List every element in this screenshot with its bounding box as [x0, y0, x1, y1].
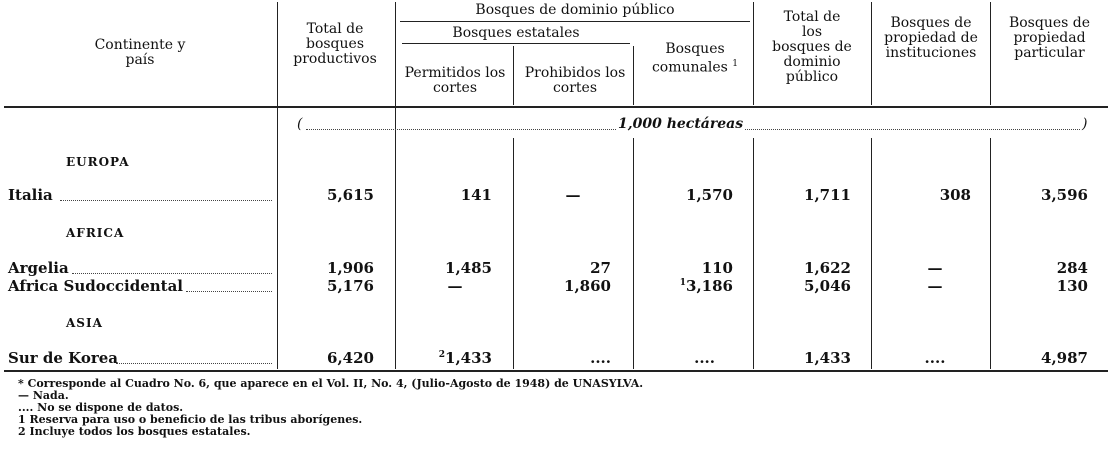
col-divider	[990, 2, 991, 105]
cell-institutions: —	[927, 277, 943, 295]
cell-communal: ....	[694, 349, 715, 367]
header-institutions: Bosques de propiedad de instituciones	[884, 15, 978, 61]
cell-permitted-value: 1,433	[445, 349, 492, 367]
header-total: Total de bosques productivos	[293, 21, 377, 67]
continent-europe: EUROPA	[66, 155, 130, 169]
country-leader	[72, 273, 272, 274]
cell-permitted: 141	[460, 186, 492, 204]
cell-prohibited: 27	[590, 259, 611, 277]
cell-prohibited: —	[565, 186, 581, 204]
cell-permitted	[400, 349, 492, 367]
cell-institutions: ....	[924, 349, 946, 367]
country-leader	[186, 291, 272, 292]
col-divider	[871, 138, 872, 369]
footnote: — Nada.	[18, 389, 69, 402]
cell-total-public: 1,433	[804, 349, 851, 367]
cell-communal: 110	[701, 259, 733, 277]
col-divider	[990, 138, 991, 369]
units-leader	[306, 129, 616, 130]
units-close-paren: )	[1082, 116, 1088, 132]
header-communal-text: Bosques comunales	[651, 41, 728, 76]
cell-prohibited: 1,860	[564, 277, 611, 295]
col-divider	[395, 2, 396, 369]
cell-communal-note: 1	[679, 278, 687, 288]
col-divider	[753, 2, 754, 105]
country-leader	[116, 363, 272, 364]
cell-total: 5,176	[327, 277, 374, 295]
cell-total-public: 1,622	[804, 259, 851, 277]
footnote: .... No se dispone de datos.	[18, 401, 184, 414]
cell-communal-value: 3,186	[686, 277, 733, 295]
country-label: Sur de Korea	[8, 349, 118, 367]
table-bottom-rule	[4, 370, 1108, 372]
col-divider	[753, 138, 754, 369]
country-label: Argelia	[8, 259, 69, 277]
cell-permitted: 1,485	[445, 259, 492, 277]
cell-communal	[640, 277, 733, 295]
col-divider	[513, 46, 514, 105]
country-label: Italia	[8, 186, 53, 204]
col-divider	[513, 138, 514, 369]
col-divider	[633, 46, 634, 105]
col-divider	[633, 138, 634, 369]
cell-institutions: 308	[939, 186, 971, 204]
cell-private: 130	[1056, 277, 1088, 295]
header-private: Bosques de propiedad particular	[1008, 15, 1091, 61]
cell-institutions: —	[927, 259, 943, 277]
header-rule	[400, 21, 750, 22]
units-leader	[745, 129, 1080, 130]
header-total-public: Total de los bosques de dominio público	[772, 9, 852, 85]
continent-africa: AFRICA	[66, 226, 125, 240]
cell-total: 5,615	[327, 186, 374, 204]
cell-communal: 1,570	[686, 186, 733, 204]
footnote: 2 Incluye todos los bosques estatales.	[18, 425, 251, 438]
cell-total: 6,420	[327, 349, 374, 367]
units-open-paren: (	[297, 116, 303, 132]
header-rule	[402, 43, 630, 44]
header-communal	[640, 42, 750, 76]
cell-private: 3,596	[1041, 186, 1088, 204]
footnote: 1 Reserva para uso o beneficio de las tribus aborígenes.	[18, 413, 363, 426]
header-prohibited: Prohibidos los cortes	[524, 65, 626, 96]
header-state-group: Bosques estatales	[452, 25, 580, 41]
continent-asia: ASIA	[66, 316, 103, 330]
footnote: * Corresponde al Cuadro No. 6, que aparece en el Vol. II, No. 4, (Julio-Agosto de 1948) de UNASYLVA.	[18, 377, 644, 390]
header-permitted: Permitidos los cortes	[404, 65, 506, 96]
cell-total: 1,906	[327, 259, 374, 277]
header-communal-note: 1	[732, 59, 739, 69]
col-divider	[871, 2, 872, 105]
header-country: Continente y país	[94, 37, 186, 68]
country-label: Africa Sudoccidental	[8, 277, 183, 295]
cell-permitted: —	[447, 277, 463, 295]
country-leader	[60, 200, 272, 201]
cell-total-public: 5,046	[804, 277, 851, 295]
cell-permitted-note: 2	[438, 350, 446, 360]
cell-private: 284	[1056, 259, 1088, 277]
cell-total-public: 1,711	[804, 186, 851, 204]
units-label: 1,000 hectáreas	[618, 116, 744, 132]
col-divider	[277, 2, 278, 369]
cell-prohibited: ....	[590, 349, 611, 367]
cell-private: 4,987	[1041, 349, 1088, 367]
header-public-group: Bosques de dominio público	[475, 2, 675, 18]
header-bottom-rule	[4, 106, 1108, 108]
